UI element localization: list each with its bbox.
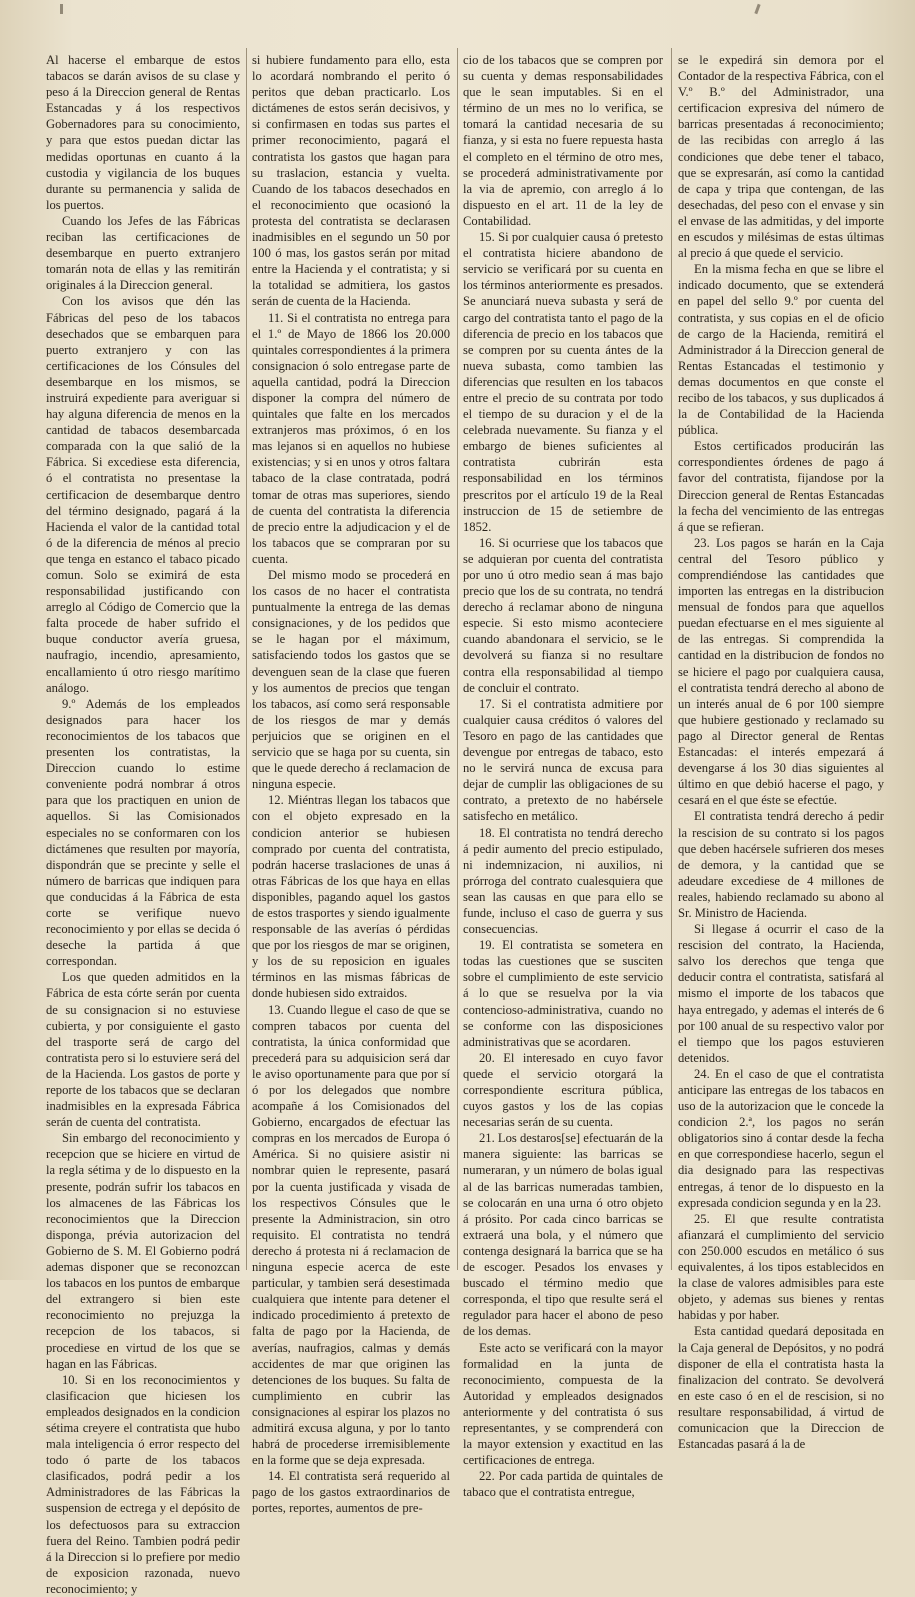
paragraph: Si llegase á ocurrir el caso de la rescision del contrato, la Hacienda, salvo los derechos que tenga que deducir contra el contratista, satisfará al mismo el importe de los tabacos que haya entregado, y ademas el interés de 6 por 100 anual de su respectivo valor por el tiempo que los pagos estuvieren detenidos. [678,922,884,1065]
paragraph: Sin embargo del reconocimiento y recepcion que se hiciere en virtud de la regla sétima y de lo dispuesto en la presente, podrán sufrir los tabacos en los almacenes de las Fábricas los reconocimientos que la Direccion disponga, prévia autorizacion del Gobierno de S. M. El Gobierno podrá ademas disponer que se reconozcan los tabacos en los puntos de embarque del extrangero si bien este reconocimiento no prejuzga la recepcion de los tabacos, si procediese en virtud de los que se hagan en las Fábricas. [46,1131,240,1371]
text-column-4 [678,52,884,1452]
column-rule [246,48,247,1270]
paragraph: 21. Los destaros[se] efectuarán de la manera siguiente: las barricas se numeraran, y un número de bolas igual al de las barricas numeradas tambien, se colocarán en una urna ó otro objeto á prósito. Por cada cinco barricas se extraerá una bola, y el número que contenga designará la barrica que se ha de escoger. Pesados los envases y buscado el término medio que corresponda, el tipo que resulte será el regulador para hacer el abono de peso de los demas. [463,1131,663,1339]
paragraph: si hubiere fundamento para ello, esta lo acordará nombrando el perito ó peritos que deban practicarlo. Los dictámenes de estos serán decisivos, y si confirmasen en todas sus partes el primer reconocimiento, pagará el contratista los gastos que hagan para su traslacion, estancia y vuelta. Cuando de los tabacos desechados en el reconocimiento que ocasionó la protesta del contratista se declarasen inadmisibles en el segundo un 50 por 100 ó mas, los gastos serán por mitad entre la Hacienda y el contratista; y si la totalidad se admitiera, los gastos serán de cuenta de la Hacienda. [252,53,450,309]
paragraph: Del mismo modo se procederá en los casos de no hacer el contratista puntualmente la entrega de las demas consignaciones, y de los pedidos que se le hagan por el máximum, satisfaciendo todos los gastos que se devenguen sean de la clase que fueren y los aumentos de precios que tengan los tabacos, así como será responsable de los riesgos de mar y demás perjuicios que se originen en el servicio que se haga por su cuenta, sin que le quede derecho á reclamacion de ninguna especie. [252,568,450,792]
paragraph: 25. El que resulte contratista afianzará el cumplimiento del servicio con 250.000 escudos en metálico ó sus equivalentes, á los tipos establecidos en la clase de valores admisibles para este objeto, y ademas sus bienes y rentas habidas y por haber. [678,1211,884,1323]
paragraph: 9.º Además de los empleados designados para hacer los reconocimientos de los tabacos que presenten los contratistas, la Direccion cuando lo estime conveniente podrá nombrar á otros para que los practiquen en union de aquellos. Si las Comisionados especiales no se conformaren con los dictámenes que resulten por mayoría, dispondrán que se precinte y selle el número de barricas que indiquen para que conducidas á la Fábrica de esta corte se verifique nuevo reconocimiento y por ellas se decida ó deseche la partida á que correspondan. [46,696,240,969]
paragraph: 11. Si el contratista no entrega para el 1.º de Mayo de 1866 los 20.000 quintales correspondientes á la primera consignacion ó solo entregase parte de aquella cantidad, podrá la Direccion disponer la compra del número de quintales que falte en los mercados extranjeros mas próximos, ó en los mas lejanos si en aquellos no hubiese existencias; y si en unos y otros faltara tabaco de la clase contratada, podrá tomar de otras mas superiores, siendo de cuenta del contratista la diferencia de precio entre la adjudicacion y el de los tabacos que se compraran por su cuenta. [252,310,450,566]
column-rule [457,48,458,1270]
paragraph: 14. El contratista será requerido al pago de los gastos extraordinarios de portes, reportes, aumentos de pre- [252,1469,450,1516]
paragraph: cio de los tabacos que se compren por su cuenta y demas responsabilidades que le sean imputables. Si en el término de un mes no lo verifica, se tomará la cantidad necesaria de su fianza, y si esta no fuere repuesta hasta el completo en el término de otro mes, se procederá administrativamente por la via de apremio, con arreglo á lo dispuesto en el art. 11 de la ley de Contabilidad. [463,53,663,228]
text-column-1 [46,52,240,1596]
paragraph: Con los avisos que dén las Fábricas del peso de los tabacos desechados que se embarquen para puerto extranjero y con las certificaciones de los Cónsules del desembarque en los mismos, se instruirá expediente para averiguar si hay alguna diferencia de menos en la cantidad de tabacos desembarcada comparada con la que salió de la Fábrica. Si excediese esta diferencia, ó el contratista no presentase la certificacion de desembarque dentro del término designado, pagará á la Hacienda el valor de la cantidad total ó de la diferencia de ménos al precio que tenga en estanco el tabaco picado comun. Solo se eximirá de esta responsabilidad justificando con arreglo al Código de Comercio que la falta procede de haber sufrido el buque conductor avería gruesa, naufragio, incendio, apresamiento, encallamiento ú otro riesgo marítimo análogo. [46,294,240,695]
paragraph: Este acto se verificará con la mayor formalidad en la junta de reconocimiento, compuesta de la Autoridad y empleados designados anteriormente y del contratista ó sus representantes, y se comprenderá con la mayor extension y exactitud en las certificaciones de entrega. [463,1340,663,1468]
paragraph: 24. En el caso de que el contratista anticipare las entregas de los tabacos en uso de la autorizacion que le concede la condicion 2.ª, los pagos no serán obligatorios sino á contar desde la fecha en que correspondiese hacerlo, segun el dia designado para las respectivas entregas, á tenor de lo dispuesto en la expresada condicion segunda y en la 23. [678,1066,884,1210]
paragraph: se le expedirá sin demora por el Contador de la respectiva Fábrica, con el V.º B.º del Administrador, una certificacion expresiva del número de barricas presentadas á reconocimiento; de las recibidas con arreglo á las condiciones que debe tener el tabaco, que se expresarán, así como la cantidad de capa y tripa que contengan, de las desechadas, del peso con el envase y sin el envase de las admitidas, y del importe en escudos y milésimas de estas últimas al precio á que quede el servicio. [678,53,884,261]
paragraph: Esta cantidad quedará depositada en la Caja general de Depósitos, y no podrá disponer de ella el contratista hasta la finalizacion del contrato. Se devolverá en este caso ó en el de rescision, si no resultare responsabilidad, á virtud de comunicacion que la Direccion de Estancadas pasará á la de [678,1324,884,1452]
paragraph: 22. Por cada partida de quintales de tabaco que el contratista entregue, [463,1469,663,1500]
text-column-2 [252,52,450,1516]
paragraph: 10. Si en los reconocimientos y clasificacion que hiciesen los empleados designados en la condicion sétima creyere el contratista que hubo mala inteligencia ó error respecto del todo ó parte de los tabacos clasificados, podrá pedir a los Administradores de las Fábricas la suspension de ectrega y el depósito de los defectuosos para su extraccion fuera del Reino. Tambien podrá pedir á la Direccion si lo prefiere por medio de exposicion razonada, nuevo reconocimiento; y [46,1372,240,1596]
paragraph: 18. El contratista no tendrá derecho á pedir aumento del precio estipulado, ni indemnizacion, ni auxilios, ni prórroga del contrato cualesquiera que sean las causas en que para ello se funde, incluso el caso de guerra y sus consecuencias. [463,825,663,937]
paragraph: 23. Los pagos se harán en la Caja central del Tesoro público y comprendiéndose las cantidades que importen las entregas en la distribucion mensual de fondos para que aquellos puedan efectuarse en el mes siguiente al de las entregas. Si comprendida la cantidad en la distribucion de fondos no se hiciere el pago por cualquiera causa, el contratista tendrá derecho al abono de un interés anual de 6 por 100 siempre que hubiere gestionado y reclamado su pago al Director general de Rentas Estancadas: el interés empezará á devengarse á los 30 dias siguientes al último en que debió hacerse el pago, y cesará en el que éste se efectúe. [678,535,884,808]
paragraph: 12. Miéntras llegan los tabacos que con el objeto expresado en la condicion anterior se hubiesen comprado por cuenta del contratista, podrán hacerse traslaciones de unas á otras Fábricas de los que haya en ellas disponibles, pagando aquel los gastos de estos trasportes y siendo igualmente responsable de las averías ó pérdidas que por los riesgos de mar se originen, y los de su reposicion en iguales términos en las mismas fábricas de donde hubiesen sido extraidos. [252,793,450,1001]
paragraph: 16. Si ocurriese que los tabacos que se adquieran por cuenta del contratista por uno ú otro medio sean á mas bajo precio que los de su contrata, no tendrá derecho á reclamar abono de ninguna especie. Si esto mismo aconteciere cuando abandonara el servicio, se le devolverá su fianza si no resultare contra ella responsabilidad al tiempo de concluir el contrato. [463,535,663,695]
text-column-3 [463,52,663,1500]
paragraph: 15. Si por cualquier causa ó pretesto el contratista hiciere abandono de servicio se verificará por su cuenta en los términos anteriormente es presados. Se anunciará nueva subasta y será de cargo del contratista tanto el pago de la diferencia de precio en los tabacos que se compren por su cuenta ántes de la nueva subasta, como tambien las diferencias que resulten en los tabacos entre el precio de su contrata por todo el tiempo de su duracion y el de la celebrada nuevamente. Su fianza y el embargo de bienes suficientes al contratista cubrirán esta responsabilidad en los términos prescritos por el artículo 19 de la Real instruccion de 15 de setiembre de 1852. [463,230,663,534]
paragraph: El contratista tendrá derecho á pedir la rescision de su contrato si los pagos que deben hacérsele sufrieren dos meses de demora, y la cantidad que se adeudare excediese de 4 millones de reales, habiendo reclamado su abono al Sr. Ministro de Hacienda. [678,809,884,920]
paragraph: 17. Si el contratista admitiere por cualquier causa créditos ó valores del Tesoro en pago de las cantidades que devengue por entregas de tabaco, esto no le servirá nunca de excusa para dejar de cumplir las obligaciones de su contrato, a pretexto de no habérsele satisfecho en metálico. [463,696,663,824]
ink-mark-right [754,4,760,14]
paragraph: Cuando los Jefes de las Fábricas reciban las certificaciones de desembarque en puerto extranjero tomarán nota de ellas y las remitirán originales á la Direccion general. [46,213,240,293]
paragraph: Los que queden admitidos en la Fábrica de esta córte serán por cuenta de su consignacion si no estuviese cubierta, y por consiguiente el gasto del trasporte será de cargo del contratista pero si lo estuviere será del de la Hacienda. Los gastos de porte y reporte de los tabacos que se declaran inadmisibles en la expresada Fábrica serán de cuenta del contratista. [46,970,240,1130]
paragraph: 20. El interesado en cuyo favor quede el servicio otorgará la correspondiente escritura pública, cuyos gastos y los de las copias necesarias serán de su cuenta. [463,1050,663,1130]
column-rule [671,48,672,1270]
paragraph: 13. Cuando llegue el caso de que se compren tabacos por cuenta del contratista, la única conformidad que precederá para su adquisicion será dar le aviso oportunamente para que por sí ó por los delegados que nombre acompañe á los Comisionados del Gobierno, encargados de efectuar las compras en los mercados de Europa ó América. Si no quisiere asistir ni nombrar quien le represente, pasará por la cuenta justificada y visada de los respectivos Cónsules que le presente la Administracion, sin otro requisito. El contratista no tendrá derecho á protesta ni á reclamacion de ninguna especie acerca de este particular, y tambien será desestimada cualquiera que intente para detener el indicado procedimiento á pretexto de falta de pago por la Hacienda, de averías, naufragios, calmas y demás accidentes de mar que originen las detenciones de los buques. Su falta de cumplimiento en cubrir las consignaciones al espirar los plazos no admitirá excusa alguna, y por lo tanto habrá de procederse irremisiblemente en la forme que se deja expresada. [252,1002,450,1468]
paragraph: 19. El contratista se sometera en todas las cuestiones que se susciten sobre el cumplimiento de este servicio á lo que se resuelva por la via contencioso-administrativa, cuando no se conforme con las disposiciones administrativas que se acordaren. [463,938,663,1049]
paragraph: En la misma fecha en que se libre el indicado documento, que se extenderá en papel del sello 9.º por cuenta del contratista, y sus copias en el de oficio de cargo de la Hacienda, remitirá el Administrador á la Direccion general de Rentas Estancadas el testimonio y demas documentos en que conste el recibo de los tabacos, y sus duplicados á la de Contabilidad de la Hacienda pública. [678,262,884,438]
ink-mark-left [60,4,63,14]
paragraph: Al hacerse el embarque de estos tabacos se darán avisos de su clase y peso á la Direccion general de Rentas Estancadas y á los respectivos Gobernadores para su conocimiento, y para que estos puedan dictar las medidas oportunas en cuanto á la custodia y vigilancia de los buques durante su permanencia y salida de los puertos. [46,53,240,212]
paragraph: Estos certificados producirán las correspondientes órdenes de pago á favor del contratista, fijandose por la Direccion general de Rentas Estancadas la fecha del vencimiento de las entregas á que se refieran. [678,439,884,534]
